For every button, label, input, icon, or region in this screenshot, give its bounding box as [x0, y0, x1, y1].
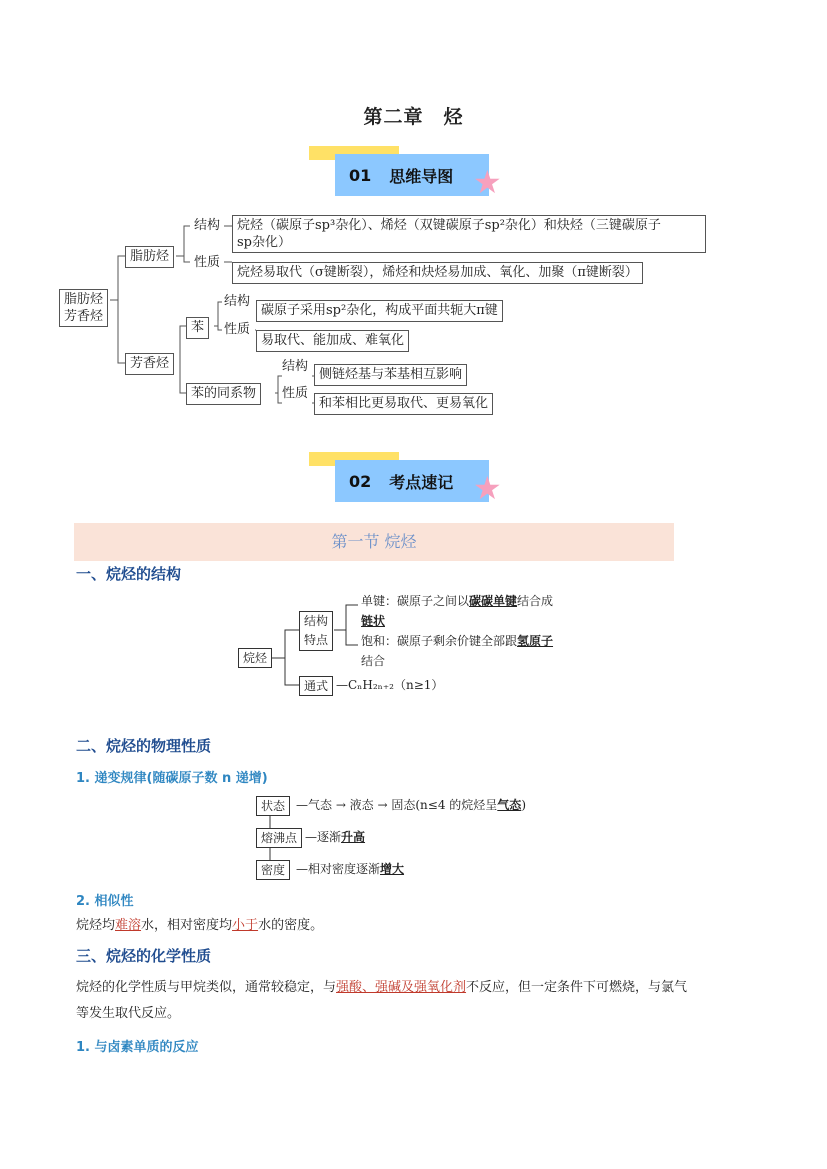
- text-fragment: —逐渐: [305, 830, 342, 844]
- mindmap-label-structure: 结构: [282, 359, 309, 374]
- key-term: 链状: [361, 614, 386, 628]
- badge-number: 01: [349, 165, 372, 185]
- diagram-density-text: [296, 860, 404, 878]
- mindmap-label-property: 性质: [194, 255, 221, 270]
- badge-label: 思维导图: [389, 166, 454, 186]
- section-band: 第一节 烷烃: [74, 523, 674, 561]
- diagram-formula-label: 通式: [299, 676, 333, 696]
- mindmap-benzene: 苯: [186, 317, 209, 339]
- key-term: 碳碳单键: [469, 594, 518, 608]
- key-term: 气态: [497, 798, 522, 812]
- diagram-saturated-end: 结合: [361, 654, 386, 668]
- text-fragment: 烷烃的化学性质与甲烷类似，通常较稳定，与: [76, 980, 337, 995]
- heading-physical: 二、烷烃的物理性质: [76, 737, 212, 755]
- mindmap-root: 脂肪烃 芳香烃: [59, 289, 108, 327]
- chemical-paragraph: [76, 975, 746, 1027]
- star-icon: ★: [473, 163, 502, 201]
- mindmap-benzene-property: 易取代、能加成、难氧化: [256, 330, 409, 352]
- mindmap-text-line: sp杂化）: [237, 235, 291, 250]
- mindmap-label-structure: 结构: [194, 218, 221, 233]
- mindmap-aliphatic: 脂肪烃: [125, 246, 174, 268]
- mindmap-label-property: 性质: [224, 322, 251, 337]
- page-title: 第二章 烃: [363, 106, 464, 128]
- text-fragment: ): [521, 798, 526, 812]
- text-fragment: —相对密度逐渐: [296, 862, 381, 876]
- star-icon: ★: [473, 469, 502, 507]
- text-fragment: 水的密度。: [258, 918, 324, 933]
- diagram-melting-boiling: 熔沸点: [256, 828, 302, 848]
- mindmap-homologs-property: 和苯相比更易取代、更易氧化: [314, 393, 493, 415]
- text-fragment: —气态 → 液态 → 固态(n≤4 的烷烃呈: [296, 798, 498, 812]
- text-fragment: 饱和：碳原子剩余价键全部跟: [361, 634, 518, 648]
- mindmap-label-property: 性质: [282, 386, 309, 401]
- heading-structure: 一、烷烃的结构: [76, 565, 182, 583]
- text-fragment: 结合成: [517, 594, 554, 608]
- mindmap-homologs: 苯的同系物: [186, 383, 261, 405]
- key-term: 强酸、强碱及强氧化剂: [336, 980, 467, 995]
- badge-label: 考点速记: [389, 472, 454, 492]
- text-fragment: 烷烃均: [76, 918, 116, 933]
- key-term: 小于: [232, 918, 259, 933]
- text-fragment: 水，相对密度均: [141, 918, 233, 933]
- mindmap-homologs-structure: 侧链烃基与苯基相互影响: [314, 364, 467, 386]
- mindmap-label-structure: 结构: [224, 294, 251, 309]
- diagram-density: 密度: [256, 860, 290, 880]
- diagram-melting-text: [305, 828, 365, 846]
- key-term: 氢原子: [517, 634, 554, 648]
- diagram-state-text: [296, 796, 526, 814]
- similarity-paragraph: [76, 913, 323, 939]
- text-fragment: 不反应，但一定条件下可燃烧，与氯气: [466, 980, 688, 995]
- paragraph-line: 等发生取代反应。: [76, 1006, 181, 1021]
- paragraph-line: [76, 975, 746, 1001]
- diagram-state: 状态: [256, 796, 290, 816]
- heading-halogen: 1. 与卤素单质的反应: [76, 1040, 199, 1055]
- mindmap-aromatic: 芳香烃: [125, 353, 174, 375]
- diagram-formula: —CₙH₂ₙ₊₂（n≥1）: [336, 678, 444, 692]
- heading-similarity: 2. 相似性: [76, 894, 134, 909]
- text-fragment: 单键：碳原子之间以: [361, 594, 470, 608]
- mindmap-text-line: 烷烃（碳原子sp³杂化）、烯烃（双键碳原子sp²杂化）和炔烃（三键碳原子: [237, 218, 661, 233]
- heading-chemical: 三、烷烃的化学性质: [76, 947, 212, 965]
- badge-number: 02: [349, 471, 372, 491]
- mindmap-benzene-structure: 碳原子采用sp²杂化，构成平面共轭大π键: [256, 300, 503, 322]
- diagram-feature: 结构 特点: [299, 611, 333, 651]
- key-term: 增大: [380, 862, 405, 876]
- mindmap-aliphatic-property: 烷烃易取代（σ键断裂），烯烃和炔烃易加成、氧化、加聚（π键断裂）: [232, 262, 643, 284]
- diagram-alkane: 烷烃: [238, 648, 272, 668]
- heading-gradient: 1. 递变规律(随碳原子数 n 递增): [76, 771, 268, 786]
- key-term: 难溶: [115, 918, 142, 933]
- key-term: 升高: [341, 830, 366, 844]
